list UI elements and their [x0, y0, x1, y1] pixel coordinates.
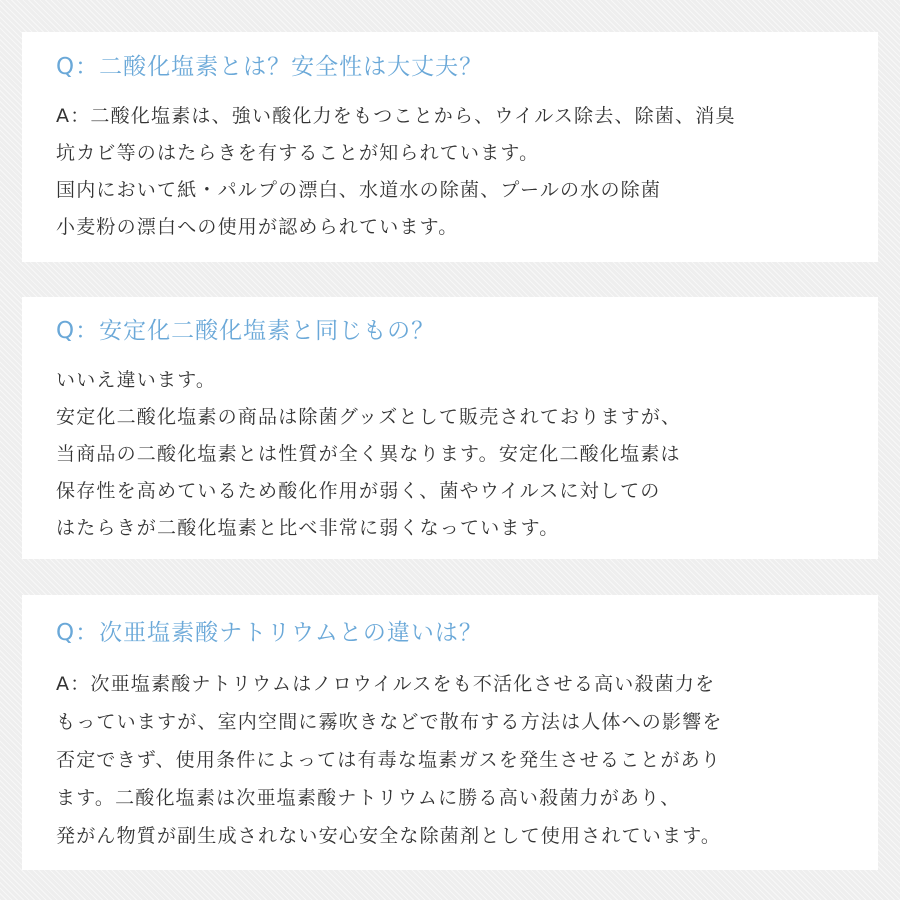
faq-question-1: Q：二酸化塩素とは？安全性は大丈夫？ — [56, 54, 484, 80]
faq-answer-3 — [56, 665, 858, 855]
answer-line: 当商品の二酸化塩素とは性質が全く異なります。安定化二酸化塩素は — [56, 443, 681, 465]
faq-answer-2 — [56, 362, 858, 547]
faq-answer-1 — [56, 98, 858, 246]
answer-line: はたらきが二酸化塩素と比べ非常に弱くなっています。 — [56, 517, 560, 539]
faq-card-1 — [22, 32, 878, 262]
faq-question-3: Q：次亜塩素酸ナトリウムとの違いは？ — [56, 620, 483, 646]
faq-card-2 — [22, 297, 878, 559]
answer-line: 発がん物質が副生成されない安心安全な除菌剤として使用されています。 — [56, 825, 722, 847]
answer-line: A：次亜塩素酸ナトリウムはノロウイルスをも不活化させる高い殺菌力を — [56, 673, 716, 695]
answer-line: A：二酸化塩素は、強い酸化力をもつことから、ウイルス除去、除菌、消臭 — [56, 105, 736, 127]
faq-card-3 — [22, 595, 878, 870]
answer-line: 安定化二酸化塩素の商品は除菌グッズとして販売されておりますが、 — [56, 406, 682, 428]
answer-line: 国内において紙・パルプの漂白、水道水の除菌、プールの水の除菌 — [56, 179, 662, 201]
faq-question-2: Q：安定化二酸化塩素と同じもの？ — [56, 318, 436, 344]
answer-line: いいえ違います。 — [56, 369, 217, 391]
answer-line: 小麦粉の漂白への使用が認められています。 — [56, 216, 459, 238]
answer-line: もっていますが、室内空間に霧吹きなどで散布する方法は人体への影響を — [56, 711, 723, 733]
answer-line: 保存性を高めているため酸化作用が弱く、菌やウイルスに対しての — [56, 480, 661, 502]
answer-line: 坑カビ等のはたらきを有することが知られています。 — [56, 142, 540, 164]
answer-line: 否定できず、使用条件によっては有毒な塩素ガスを発生させることがあり — [56, 749, 722, 771]
answer-line: ます。二酸化塩素は次亜塩素酸ナトリウムに勝る高い殺菌力があり、 — [56, 787, 681, 809]
